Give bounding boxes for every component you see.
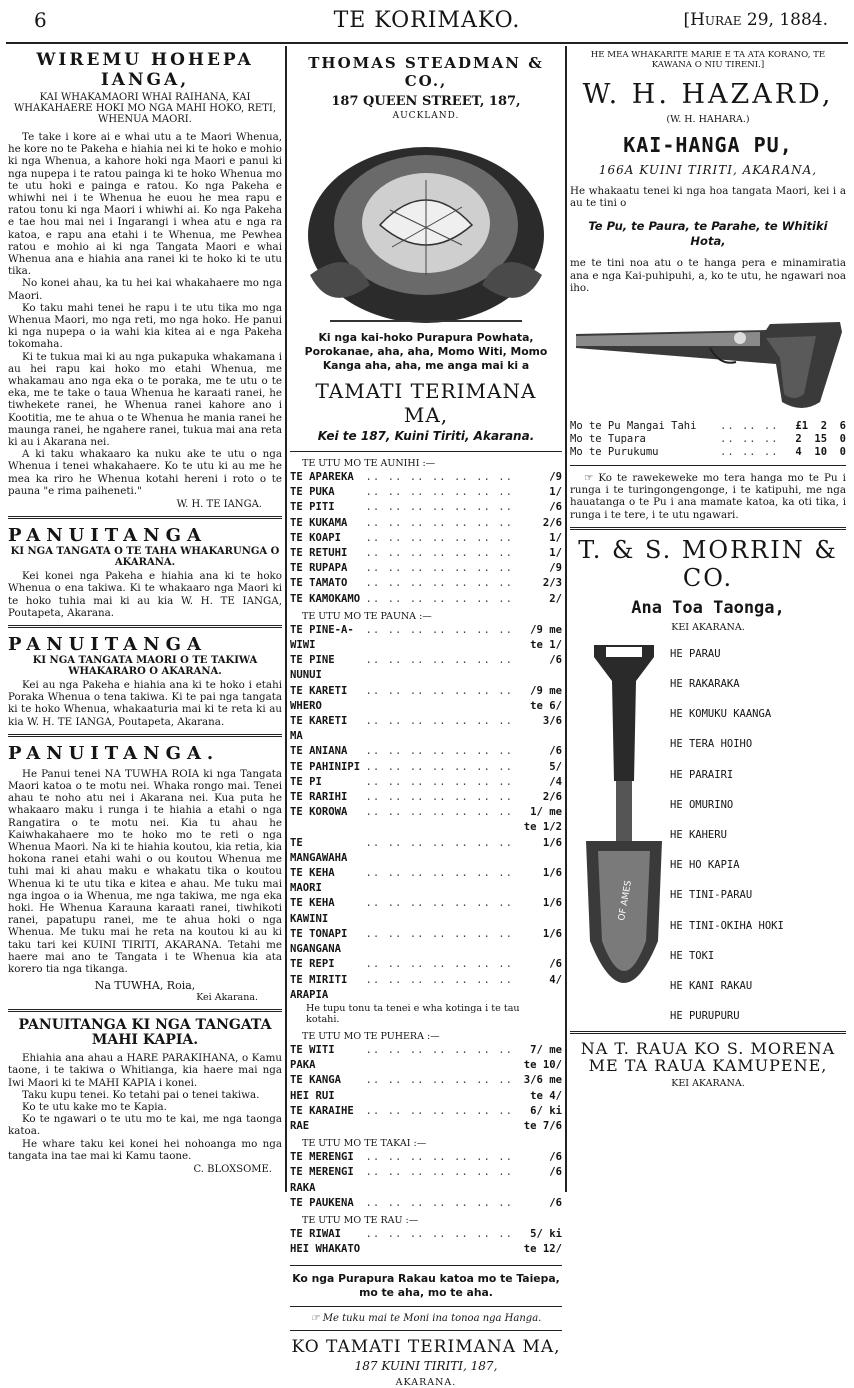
price-row xyxy=(290,973,562,1003)
price-item-value: 1/6 xyxy=(542,927,562,940)
dot-leader: .. .. .. .. .. .. .. xyxy=(365,654,514,667)
tool-item: HE RAKARAKA xyxy=(670,678,740,691)
price-item-name: TE PINE NUNUI xyxy=(290,654,335,682)
ad-separator xyxy=(8,1009,282,1012)
price-row xyxy=(290,1104,562,1134)
price-item-name: TE PI xyxy=(290,775,322,788)
price-item-name: TE KEHA MAORI xyxy=(290,867,335,895)
ad-signature: W. H. TE IANGA. xyxy=(176,499,262,511)
price-item-name: TE KEHA KAWINI xyxy=(290,897,335,925)
price-item-value: 1/ xyxy=(549,547,562,560)
price-row xyxy=(290,561,562,576)
section-separator xyxy=(290,1330,562,1331)
tool-item: HE KAHERU xyxy=(670,829,727,842)
gunmaker-name: W. H. HAZARD, xyxy=(582,79,834,110)
footer-agent-name: KO TAMATI TERIMANA MA, xyxy=(291,1337,561,1358)
ad-paragraph: Te take i kore ai e whai utu a te Maori Whenua, he kore no te Pakeha e hiahia nei ki te hoko e mohio ki nga Whenua, a kahore hoki nga Maori e panui ki nga nupepa i te ratou painga ki te hoko Whenua mo te utu hoki e painga e ratou. Ko nga Pakeha e whiwhi nei i te Whenua he euou he mea rapu e ratou tonu ki nga Maori i whiwhi ai. Ko nga Pakeha e tae hou mai nei i Ingarangi i whea atu e nga ra katoa, e rapu ana etahi i te Whenua, me Pewhea ratou e mohio ai ki nga Tangata Maori e whai Whenua ana e hiahia ana ranei ki te hoko ki te utu tika. xyxy=(8,131,282,278)
dot-leader: .. .. .. xyxy=(720,433,779,446)
ad-paragraph: Ko te ngawari o te utu mo te kai, me nga taonga katoa. xyxy=(8,1113,282,1138)
tool-item: HE PARAIRI xyxy=(670,768,734,781)
dot-leader: .. .. .. .. .. .. .. xyxy=(365,623,514,636)
price-item-value: /4 xyxy=(549,775,562,788)
price-item-name: TE PUKA xyxy=(290,486,335,499)
dot-leader: .. .. .. .. .. .. .. xyxy=(365,806,514,819)
price-item-value: /9 me te 1/ xyxy=(530,623,562,652)
gun-price-row xyxy=(570,433,846,446)
gunmaker-trade: KAI-HANGA PU, xyxy=(623,133,793,157)
ad-heading: PANUITANGA KI NGA TANGATA MAHI KAPIA. xyxy=(18,1017,272,1049)
dot-leader: .. .. .. .. .. .. .. xyxy=(365,791,514,804)
morrin-footer: NA T. RAUA KO S. MORENA ME TA RAUA KAMUPENE, xyxy=(580,1038,836,1075)
ad-paragraph: He whare taku kei konei hei nohoanga mo nga tangata ina tae mai ki Kamu taone. xyxy=(8,1137,282,1162)
price-item-value: /6 xyxy=(549,958,562,971)
ad-paragraph: Ko taku mahi tenei he rapu i te utu tika mo nga Whenua Maori, mo nga reti, mo nga hoko. He panui ki nga nupepa o ia wahi kia kitea ai e nga Pakeha tokomaha. xyxy=(8,301,282,351)
price-section-title: TE UTU MO TE TAKAI :— xyxy=(302,1138,427,1150)
morrin-subtitle: Ana Toa Taonga, xyxy=(631,597,785,618)
price-item-name: TE RARIHI xyxy=(290,791,348,804)
price-item-value: 7/ me te 10/ xyxy=(523,1043,562,1072)
ad-separator xyxy=(8,625,282,628)
dot-leader: .. .. .. .. .. .. .. xyxy=(365,516,514,529)
dot-leader: .. .. .. .. .. .. .. xyxy=(365,973,514,986)
price-item-name: TE KANGA HEI RUI xyxy=(290,1074,342,1102)
price-row xyxy=(290,896,562,926)
tool-list xyxy=(570,639,846,1032)
price-row xyxy=(290,744,562,759)
tool-item: HE KANI RAKAU xyxy=(670,980,753,993)
price-item-value: 2/6 xyxy=(542,791,562,804)
dot-leader: .. .. .. .. .. .. .. xyxy=(365,1151,514,1164)
price-note: He tupu tonu ta tenei e wha kotinga i te tau kotahi. xyxy=(306,1002,520,1025)
section-separator xyxy=(570,465,846,466)
dot-leader: .. .. .. .. .. .. .. xyxy=(365,577,514,590)
price-item-name: TE KOAPI xyxy=(290,531,342,544)
ad-paragraph: Taku kupu tenei. Ko tetahi pai o tenei takiwa. xyxy=(22,1088,260,1101)
column-1 xyxy=(8,46,282,1175)
dot-leader: .. .. .. .. .. .. .. xyxy=(365,1166,514,1179)
page-number: 6 xyxy=(34,8,47,32)
company-name: THOMAS STEADMAN & CO., xyxy=(308,54,544,90)
header-rule xyxy=(6,42,848,44)
price-item-name: TE KUKAMA xyxy=(290,516,348,529)
price-item-name: TE TAMATO xyxy=(290,577,348,590)
gun-name: Mo te Pu Mangai Tahi xyxy=(570,420,697,433)
dot-leader: .. .. .. .. .. .. .. xyxy=(365,1196,514,1209)
ad-kapia xyxy=(8,1018,282,1175)
ad-heading: PANUITANGA. xyxy=(8,742,220,764)
ad-iwi-ianga xyxy=(8,50,282,510)
price-row xyxy=(290,470,562,485)
company-city: AUCKLAND. xyxy=(392,111,460,121)
column-divider-1 xyxy=(285,46,287,1192)
price-row xyxy=(290,760,562,775)
section-separator xyxy=(290,1265,562,1266)
price-item-name: TE RUPAPA xyxy=(290,562,348,575)
dot-leader: .. .. .. .. .. .. .. xyxy=(365,471,514,483)
tool-item: HE HO KAPIA xyxy=(670,859,740,872)
price-item-name: TE PAHINIPI xyxy=(290,760,361,773)
price-item-name: TE MIRITI ARAPIA xyxy=(290,973,348,1001)
tool-item: HE OMURINO xyxy=(670,798,734,811)
ad-subtitle: KI NGA TANGATA O TE TAHA WHAKARUNGA O AKARANA. xyxy=(10,546,280,569)
price-row xyxy=(290,485,562,500)
ad-paragraph: No konei ahau, ka tu hei kai whakahaere mo nga Maori. xyxy=(8,277,282,302)
price-item-name: TE MERENGI RAKA xyxy=(290,1166,354,1194)
price-item-value: 4/ xyxy=(549,973,562,986)
dot-leader: .. .. .. .. .. .. .. xyxy=(365,745,514,758)
dot-leader: .. .. .. .. .. .. .. xyxy=(365,501,514,514)
price-row xyxy=(290,576,562,591)
newspaper-title: TE KORIMAKO. xyxy=(333,8,521,33)
price-item-name: TE KARETI WHERO xyxy=(290,684,348,712)
gunmaker-name-maori: (W. H. HAHARA.) xyxy=(666,114,750,125)
price-item-value: /6 xyxy=(549,1166,562,1179)
gun-price: £1 2 6 xyxy=(795,420,846,433)
ad-paragraph: Ki te tukua mai ki au nga pukapuka whakamana i au hei rapu kai hoko mo etahi Whenua, me whakamau ano nga eka o te poraka, me te utu o te eka, me te take o taua Whenua he karaati ranei, he tiwhekete ranei, he Whenua ranei kahore ano i Kootitia, me te ahua o te Whenua he mania ranei he maunga ranei, he ngahere ranei, tukua mai ana reta ki au i Akarana nei. xyxy=(8,350,282,449)
footer-address: 187 KUINI TIRITI, 187, xyxy=(354,1359,498,1374)
gun-name: Mo te Purukumu xyxy=(570,446,659,459)
price-item-value: /6 xyxy=(549,654,562,667)
price-row xyxy=(290,1165,562,1195)
pointing-hand-icon: ☞ xyxy=(584,472,599,485)
price-item-name: TE REPI xyxy=(290,958,335,971)
price-item-value: 6/ ki te 7/6 xyxy=(523,1104,562,1132)
price-item-value: 3/6 me te 4/ xyxy=(523,1074,562,1102)
price-item-name: TE MERENGI xyxy=(290,1151,354,1164)
price-row xyxy=(290,957,562,972)
gun-price: 2 15 0 xyxy=(795,433,846,446)
gun-price: 4 10 0 xyxy=(795,446,846,459)
dot-leader: .. .. .. .. .. .. .. xyxy=(365,1074,514,1087)
dot-leader: .. .. .. .. .. .. .. xyxy=(365,927,514,940)
price-item-name: TE WITI PAKA xyxy=(290,1043,335,1072)
gunmaker-address: 166A KUINI TIRITI, AKARANA, xyxy=(598,163,818,177)
column-2 xyxy=(290,46,562,1388)
ad-separator xyxy=(570,527,846,530)
gunmaker-intro: He whakaatu tenei ki nga hoa tangata Maori, kei i a au te tini o xyxy=(570,185,846,210)
price-item-name: TE PINE-A-WIWI xyxy=(290,623,354,652)
price-item-value: 2/3 xyxy=(542,577,562,590)
ad-paragraph: A ki taku whakaaro ka nuku ake te utu o nga Whenua i tenei whakahaere. Ko te utu ki au me he mea ka riro he Whenua kotahi hereni i roto o te pauna "e rima paiheneti." xyxy=(8,448,282,497)
section-separator xyxy=(290,451,562,452)
price-item-value: 1/ xyxy=(549,531,562,544)
dot-leader: .. .. .. .. .. .. .. xyxy=(365,1104,514,1117)
dot-leader: .. .. .. .. .. .. .. xyxy=(365,958,514,971)
dot-leader: .. .. .. .. .. .. .. xyxy=(365,592,514,605)
company-address: 187 QUEEN STREET, 187, xyxy=(331,94,521,109)
dot-leader: .. .. .. .. .. .. .. xyxy=(365,1043,514,1056)
price-item-value: 1/ xyxy=(549,486,562,499)
dot-leader: .. .. .. .. .. .. .. xyxy=(365,547,514,560)
tree-seed-note: Ko nga Purapura Rakau katoa mo te Taiepa, mo te aha, mo te aha. xyxy=(292,1272,560,1300)
price-item-value: /9 me te 6/ xyxy=(530,684,562,712)
footer-city: AKARANA. xyxy=(395,1377,457,1388)
price-item-name: TE MANGAWAHA xyxy=(290,836,348,864)
ad-panuitanga-2 xyxy=(8,634,282,728)
column-3 xyxy=(570,46,846,1089)
dot-leader: .. .. .. .. .. .. .. xyxy=(365,715,514,728)
tool-item: HE TINI-PARAU xyxy=(670,889,753,902)
repair-note-text: Ko te rawekeweke mo tera hanga mo te Pu i runga i te turingongengonge, i te katipuhi, me nga hauatanga o te Pu i ana mamate katoa, ka oti tika, i runga i te tere, i te utu ngawari. xyxy=(570,472,846,521)
dot-leader: .. .. .. .. .. .. .. xyxy=(365,867,514,880)
ad-signature: Na TUWHA, Roia, xyxy=(94,979,196,993)
tool-item: HE TINI-OKIHA HOKI xyxy=(670,919,784,932)
price-section-title: TE UTU MO TE PUHERA :— xyxy=(302,1030,440,1042)
ad-separator xyxy=(8,516,282,519)
price-row xyxy=(290,684,562,714)
morrin-name: T. & S. MORRIN & CO. xyxy=(578,535,838,592)
dot-leader: .. .. .. .. .. .. .. xyxy=(365,562,514,575)
price-item-name: TE PAUKENA xyxy=(290,1196,354,1209)
morrin-footer-location: KEI AKARANA. xyxy=(671,1077,745,1089)
dot-leader: .. .. .. .. .. .. .. xyxy=(365,760,514,773)
price-item-name: TE KARETI MA xyxy=(290,715,348,743)
price-item-name: TE TONAPI NGANGANA xyxy=(290,927,348,956)
price-item-value: /6 xyxy=(549,501,562,514)
price-item-value: 1/6 xyxy=(542,897,562,910)
price-section-title: TE UTU MO TE RAU :— xyxy=(302,1214,419,1226)
column-divider-2 xyxy=(565,46,567,1192)
ad-title: WIREMU HOHEPA IANGA, xyxy=(36,50,254,90)
agent-name: TAMATI TERIMANA MA, xyxy=(315,379,537,427)
ad-text: He Panui tenei NA TUWHA ROIA ki nga Tangata Maori katoa o te motu nei. Whaka rongo mai. Tenei ahau te noho atu nei i Akarana nei. Kua puta he whakaaro maku i runga i te hiahia a etahi o nga Rangatira o te motu nei. Kia tu ahau he Kaiwhakahaere mo te hoko mo te reti o nga Whenua Maori. Na ki te hiahia koutou, kia retia, kia hokona ranei etahi wahi o ou koutou Whenua me tuhi mai ki ahau maku e whakatu tika o koutou Whenua ki te utu tika e kitea e ahau. Me tuku mai nga ingoa o ia Whenua, me nga takiwa, me nga eka hoki. He Whenua Karauna karaati ranei, tiwhikoti ranei, papatupu ranei, me te ahua hoki o nga Whenua. Me tuku mai he reta na koutou ki au ki taku tari kei KUINI TIRITI, AKARANA. Tetahi me haere mai ano te Tangata i te Whenua kia ata korero tia nga tikanga. xyxy=(8,767,282,975)
price-item-name: TE KOROWA xyxy=(290,806,348,819)
price-row xyxy=(290,775,562,790)
price-item-value: 2/ xyxy=(549,592,562,605)
price-item-name: TE RIWAI HEI WHAKATO xyxy=(290,1227,361,1256)
price-item-name: TE KAMOKAMO xyxy=(290,592,361,605)
price-item-value: 5/ ki te 12/ xyxy=(523,1227,562,1256)
cabbage-illustration xyxy=(290,125,562,327)
ad-heading: PANUITANGA xyxy=(8,525,207,547)
section-separator xyxy=(290,1306,562,1307)
price-row xyxy=(290,623,562,653)
price-row xyxy=(290,805,562,835)
price-row xyxy=(290,531,562,546)
ad-separator xyxy=(8,734,282,737)
price-row xyxy=(290,866,562,896)
royal-warrant: HE MEA WHAKARITE MARIE E TA ATA KORANO, TE KAWANA O NIU TIRENI.] xyxy=(590,50,826,70)
pointing-hand-icon: ☞ xyxy=(310,1313,323,1325)
agent-address: Kei te 187, Kuini Tiriti, Akarana. xyxy=(317,429,535,443)
tool-item: HE PARAU xyxy=(670,647,721,660)
price-item-value: /6 xyxy=(549,745,562,758)
ad-subtitle: KI NGA TANGATA MAORI O TE TAKIWA WHAKARARO O AKARANA. xyxy=(32,654,258,677)
dot-leader: .. .. .. .. .. .. .. xyxy=(365,775,514,788)
price-row xyxy=(290,714,562,744)
repair-note xyxy=(570,472,846,521)
price-row xyxy=(290,790,562,805)
price-item-value: /9 xyxy=(549,471,562,483)
dot-leader: .. .. .. xyxy=(720,446,779,459)
ad-signature: C. BLOXSOME. xyxy=(193,1164,272,1175)
ad-paragraph: Ko te utu kake mo te Kapia. xyxy=(22,1100,167,1113)
price-item-name: TE APAREKA xyxy=(290,471,354,483)
spade-mark: OF AMES xyxy=(617,879,634,922)
dot-leader: .. .. .. xyxy=(720,420,779,433)
mail-note xyxy=(290,1313,562,1324)
ad-text: Kei konei nga Pakeha e hiahia ana ki te hoko Whenua o ena takiwa. Ki te whakaaro nga Maori ki te hoko tuhia mai ki au kia W. H. TE IANGA, Poutapeta, Akarana. xyxy=(8,570,282,619)
dot-leader: .. .. .. .. .. .. .. xyxy=(365,684,514,697)
tool-item: HE TOKI xyxy=(670,949,715,962)
page-header xyxy=(0,0,854,44)
ad-subtitle: KAI WHAKAMAORI WHAI RAIHANA, KAI WHAKAHAERE HOKI MO NGA MAHI HOKO, RETI, WHENUA MAORI. xyxy=(13,92,277,125)
gunmaker-goods: Te Pu, te Paura, te Parahe, te Whitiki Hota, xyxy=(588,219,828,249)
dot-leader: .. .. .. .. .. .. .. xyxy=(365,897,514,910)
seed-tagline: Ki nga kai-hoko Purapura Powhata, Porokanae, aha, aha, Momo Witi, Momo Kanga aha, aha, me anga mai ki a xyxy=(304,331,548,372)
ad-paragraph: Ehiahia ana ahau a HARE PARAKIHANA, o Kamu taone, i te takiwa o Whitianga, kia haere mai nga Iwi Maori ki te MAHI KAPIA i konei. xyxy=(8,1052,282,1089)
dot-leader: .. .. .. .. .. .. .. xyxy=(365,486,514,499)
price-item-value: /6 xyxy=(549,1196,562,1209)
gun-price-row xyxy=(570,446,846,459)
price-row xyxy=(290,1043,562,1073)
ad-panuitanga-1 xyxy=(8,525,282,619)
price-row xyxy=(290,1227,562,1257)
gun-name: Mo te Tupara xyxy=(570,433,646,446)
price-item-value: /9 xyxy=(549,562,562,575)
price-row xyxy=(290,546,562,561)
price-item-name: TE PITI xyxy=(290,501,335,514)
price-row xyxy=(290,653,562,683)
price-item-value: 2/6 xyxy=(542,516,562,529)
price-row xyxy=(290,927,562,957)
shotgun-illustration xyxy=(570,302,846,418)
ad-morrin xyxy=(570,536,846,1089)
seed-price-list xyxy=(290,458,562,1257)
ad-heading: PANUITANGA xyxy=(8,633,207,655)
issue-date: [Hurae 29, 1884. xyxy=(683,10,828,30)
price-item-value: 1/6 xyxy=(542,867,562,880)
price-item-value: 5/ xyxy=(549,760,562,773)
price-row xyxy=(290,1073,562,1103)
dot-leader: .. .. .. .. .. .. .. xyxy=(365,531,514,544)
price-row xyxy=(290,1196,562,1211)
price-item-value: /6 xyxy=(549,1151,562,1164)
dot-leader: .. .. .. .. .. .. .. xyxy=(365,1227,514,1240)
tool-item: HE TERA HOIHO xyxy=(670,738,753,751)
price-section-title: TE UTU MO TE AUNIHI :— xyxy=(302,458,436,469)
ad-text: Kei au nga Pakeha e hiahia ana ki te hoko i etahi Poraka Whenua o tena takiwa. Ki te pai nga tangata ki te hoko Whenua, whakaaturia mai ki te reta ki au kia W. H. TE IANGA, Poutapeta, Akarana. xyxy=(8,678,282,728)
gun-price-row xyxy=(570,420,846,433)
price-row xyxy=(290,836,562,866)
price-section-title: TE UTU MO TE PAUNA :— xyxy=(302,610,432,622)
price-item-value: 3/6 xyxy=(542,715,562,728)
ad-location: Kei Akarana. xyxy=(196,992,258,1004)
dot-leader: .. .. .. .. .. .. .. xyxy=(365,836,514,849)
tool-item: HE PURUPURU xyxy=(670,1010,740,1023)
price-item-value: 1/ me te 1/2 xyxy=(523,806,562,834)
price-item-value: 1/6 xyxy=(542,836,562,849)
price-row xyxy=(290,592,562,607)
price-row xyxy=(290,500,562,515)
price-item-name: TE ANIANA xyxy=(290,745,348,758)
price-row xyxy=(290,516,562,531)
gunmaker-desc: me te tini noa atu o te hanga pera e minamiratia ana e nga Kai-puhipuhi, a, ko te utu, he ngawari noa iho. xyxy=(570,257,846,294)
gun-price-list xyxy=(570,420,846,459)
price-item-name: TE KARAIHE RAE xyxy=(290,1104,354,1132)
price-item-name: TE RETUHI xyxy=(290,547,348,560)
morrin-location: KEI AKARANA. xyxy=(671,621,745,633)
tool-item: HE KOMUKU KAANGA xyxy=(670,708,772,721)
price-row xyxy=(290,1150,562,1165)
ad-panuitanga-3 xyxy=(8,743,282,1003)
mail-note-text: Me tuku mai te Moni ina tonoa nga Hanga. xyxy=(322,1313,542,1325)
